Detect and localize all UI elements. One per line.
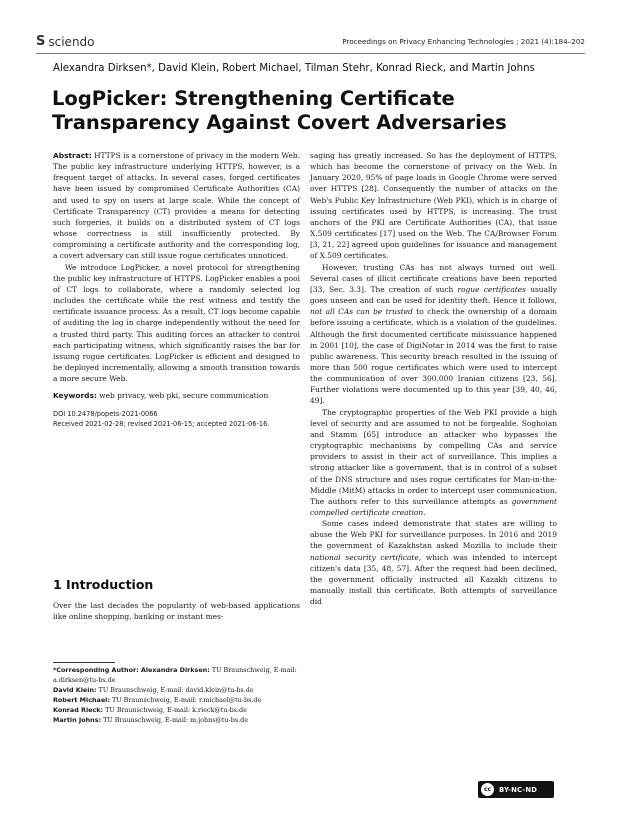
footnotes xyxy=(53,665,305,725)
footnote-author: Robert Michael: TU Braunschweig, E-mail: r.michael@tu-bs.de xyxy=(53,696,262,704)
received-dates: Received 2021-02-28; revised 2021-06-15; accepted 2021-06-16. xyxy=(53,420,270,429)
right-column xyxy=(310,150,557,607)
sciendo-logo-icon: S xyxy=(36,34,46,49)
license-text: BY-NC-ND xyxy=(499,785,538,794)
paper-title: LogPicker: Strengthening Certificate Transparency Against Covert Adversaries xyxy=(52,87,507,134)
footnote-corresponding-author: *Corresponding Author: Alexandra Dirksen: TU Braunschweig, E-mail: a.dirksen@tu-bs.de xyxy=(53,666,297,684)
intro-paragraph: Over the last decades the popularity of web-based applications like online shopping, banking or instant mes- xyxy=(53,601,300,622)
license-badge[interactable] xyxy=(478,781,554,798)
publisher-logo xyxy=(36,34,95,49)
abstract-paragraph-2: We introduce LogPicker, a novel protocol for strengthening the public key infrastructure of HTTPS. LogPicker enables a pool of CT logs to collaborate, where a randomly selected log includes the certificate while the rest witness and testify the certificate issuance process. As a result, CT logs become capable of auditing the log in charge independently without the need for a trusted third party. This auditing forces an attacker to control each participating witness, which significantly raises the bar for issuing rogue certificates. LogPicker is efficient and designed to be deployed incrementally, allowing a smooth transition towards a more secure Web. xyxy=(53,262,300,384)
footnote-author: Martin Johns: TU Braunschweig, E-mail: m.johns@tu-bs.de xyxy=(53,716,249,724)
body-paragraph: Some cases indeed demonstrate that states are willing to abuse the Web PKI for surveillance purposes. In 2016 and 2019 the government of Kazakhstan asked Mozilla to include their national security certificate, which was intended to intercept citizen's data [35, 48, 57]. After the request had been declined, the government officially instructed all Kazakh citizens to manually install this certificate. Both attempts of surveillance did xyxy=(310,519,557,607)
abstract-text: HTTPS is a cornerstone of privacy in the modern Web. The public key infrastructure underlying HTTPS, however, is a frequent target of attacks. In several cases, forged certificates have been issued by compromised Certificate Authorities (CA) and used to spy on users at large scale. While the concept of Certificate Transparency (CT) provides a means for detecting such forgeries, it builds on a distributed system of CT logs whose correctness is still insufficiently protected. By compromising a certificate authority and the corresponding log, a covert adversary can still issue rogue certificates unnoticed. xyxy=(53,151,300,261)
section-heading: 1 Introduction xyxy=(53,577,154,592)
keywords-label: Keywords: xyxy=(53,391,97,401)
publisher-name: sciendo xyxy=(48,34,95,49)
journal-header: Proceedings on Privacy Enhancing Technologies ; 2021 (4):184–202 xyxy=(342,37,585,46)
body-paragraph: The cryptographic properties of the Web PKI provide a high level of security and are assumed to not be forgeable. Soghoian and Stamm [65] introduce an attacker who bypasses the cryptographic mechanisms by compelling CAs and service providers to assist in their act of surveillance. This implies a strong attacker like a government, that is in control of a subset of the DNS structure and uses rogue certificates for Man-in-the-Middle (MitM) attacks in order to intercept user communication. The authors refer to this surveillance attempts as government compelled certificate creation. xyxy=(310,407,557,517)
left-column xyxy=(53,150,300,429)
keywords-text: web privacy, web pki, secure communication xyxy=(99,391,269,401)
author-list: Alexandra Dirksen*, David Klein, Robert Michael, Tilman Stehr, Konrad Rieck, and Martin Johns xyxy=(53,63,535,74)
keywords xyxy=(53,390,300,401)
abstract-paragraph xyxy=(53,150,300,262)
footnote-rule xyxy=(53,662,115,663)
abstract-label: Abstract: xyxy=(53,151,92,160)
body-paragraph: saging has greatly increased. So has the deployment of HTTPS, which has become the cornerstone of privacy on the Web. In January 2020, 95% of page loads in Google Chrome were served over HTTPS [28]. Consequently the number of attacks on the Web's Public Key Infrastructure (Web PKI), which is in charge of issuing certificates used by HTTPS, is increasing. The trust anchors of the PKI are Certificate Authorities (CA), that issue X.509 certificates [17] used on the Web. The CA/Browser Forum [3, 21, 22] agreed upon guidelines for issuance and management of X.509 certificates. xyxy=(310,151,557,261)
header-rule xyxy=(36,53,585,54)
footnote-author: Konrad Rieck: TU Braunschweig, E-mail: k.rieck@tu-bs.de xyxy=(53,706,247,714)
creative-commons-icon: cc xyxy=(481,783,494,796)
doi: DOI 10.2478/popets-2021-0066 xyxy=(53,410,158,419)
footnote-author: David Klein: TU Braunschweig, E-mail: david.klein@tu-bs.de xyxy=(53,686,254,694)
body-paragraph: However, trusting CAs has not always turned out well. Several cases of illicit certificate creations have been reported [33, Sec. 3.3]. The creation of such rogue certificates usually goes unseen and can be used for identity theft. Hence it follows, not all CAs can be trusted to check the ownership of a domain before issuing a certificate, which is a violation of the guidelines. Although the first documented certificate misissuance happened in 2001 [10], the case of DigiNotar in 2014 was the first to raise public awareness. This security breach resulted in the issuing of more than 500 rogue certificates which were used to intercept the communication of over 300.000 Iranian citizens [23, 56]. Further violations were documented up to this year [39, 40, 46, 49]. xyxy=(310,262,557,406)
